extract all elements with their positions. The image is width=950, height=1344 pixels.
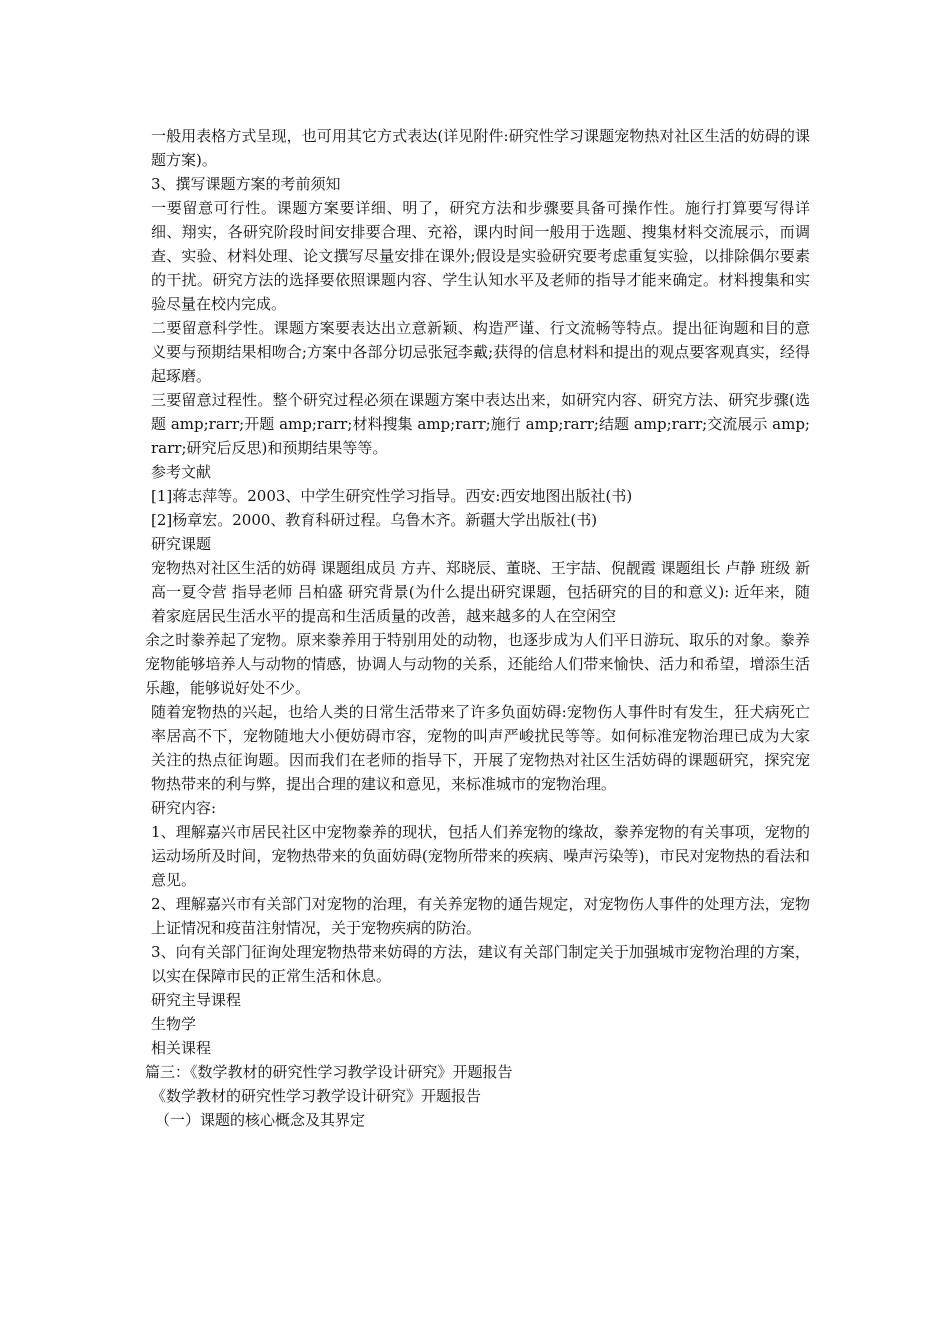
content-item-1: 1、理解嘉兴市居民社区中宠物豢养的现状，包括人们养宠物的缘故，豢养宠物的有关事项，宠物的运动场所及时间，宠物热带来的负面妨碍(宠物所带来的疾病、噪声污染等)，市民对宠物热的看法和意见。	[151, 823, 810, 889]
reference-1: [1]蒋志萍等。2003、中学生研究性学习指导。西安:西安地图出版社(书)	[151, 487, 633, 505]
report-title: 《数学教材的研究性学习教学设计研究》开题报告	[151, 1087, 482, 1105]
reference-2: [2]杨章宏。2000、教育科研过程。乌鲁木齐。新疆大学出版社(书)	[151, 511, 598, 529]
paragraph-process: 三要留意过程性。整个研究过程必须在课题方案中表达出来，如研究内容、研究方法、研究步骤(选题 amp;rarr;开题 amp;rarr;材料搜集 amp;rarr;施行 amp;rarr;结题 amp;rarr;交流展示 amp;rarr;研究后反思)和预期结果等等。	[151, 391, 810, 457]
main-course-value: 生物学	[151, 1015, 197, 1033]
heading-research-topic: 研究课题	[151, 535, 212, 553]
content-item-3: 3、向有关部门征询处理宠物热带来妨碍的方法，建议有关部门制定关于加强城市宠物治理的方案，以实在保障市民的正常生活和休息。	[151, 943, 810, 985]
heading-references: 参考文献	[151, 463, 212, 481]
heading-main-course: 研究主导课程	[151, 991, 242, 1009]
document-body	[145, 124, 810, 1132]
section-title-part-three: 篇三：《数学教材的研究性学习教学设计研究》开题报告	[145, 1063, 513, 1081]
paragraph-feasibility: 一要留意可行性。课题方案要详细、明了，研究方法和步骤要具备可操作性。施行打算要写得详细、翔实，各研究阶段时间安排要合理、充裕，课内时间一般用于选题、搜集材料交流展示，而调查、实验、材料处理、论文撰写尽量安排在课外;假设是实验研究要考虑重复实验，以排除偶尔要素的干扰。研究方法的选择要依照课题内容、学生认知水平及老师的指导才能来确定。材料搜集和实验尽量在校内完成。	[151, 199, 810, 313]
heading-related-courses: 相关课程	[151, 1039, 212, 1057]
paragraph-topic-details: 宠物热对社区生活的妨碍 课题组成员 方卉、郑晓辰、董晓、王宇喆、倪靓霞 课题组长 卢静 班级 新高一夏令营 指导老师 吕柏盛 研究背景(为什么提出研究课题，包括研究的目的和意义): 近年来，随着家庭居民生活水平的提高和生活质量的改善，越来越多的人在空闲空	[151, 559, 810, 625]
paragraph-intro: 一般用表格方式呈现，也可用其它方式表达(详见附件:研究性学习课题宠物热对社区生活的妨碍的课题方案)。	[151, 127, 810, 169]
heading-considerations: 3、撰写课题方案的考前须知	[151, 175, 341, 193]
heading-core-concepts: （一）课题的核心概念及其界定	[155, 1111, 366, 1129]
paragraph-background-continued: 余之时豢养起了宠物。原来豢养用于特别用处的动物，也逐步成为人们平日游玩、取乐的对象。豢养宠物能够培养人与动物的情感，协调人与动物的关系，还能给人们带来愉快、活力和希望，增添生活乐趣，能够说好处不少。	[145, 631, 810, 697]
paragraph-scientific: 二要留意科学性。课题方案要表达出立意新颖、构造严谨、行文流畅等特点。提出征询题和目的意义要与预期结果相吻合;方案中各部分切忌张冠李戴;获得的信息材料和提出的观点要客观真实，经得起琢磨。	[151, 319, 810, 385]
paragraph-negative-effects: 随着宠物热的兴起，也给人类的日常生活带来了许多负面妨碍:宠物伤人事件时有发生，狂犬病死亡率居高不下，宠物随地大小便妨碍市容，宠物的叫声严峻扰民等等。如何标准宠物治理已成为大家关注的热点征询题。因而我们在老师的指导下，开展了宠物热对社区生活妨碍的课题研究，探究宠物热带来的利与弊，提出合理的建议和意见，来标准城市的宠物治理。	[151, 703, 810, 793]
content-item-2: 2、理解嘉兴市有关部门对宠物的治理，有关养宠物的通告规定，对宠物伤人事件的处理方法，宠物上证情况和疫苗注射情况，关于宠物疾病的防治。	[151, 895, 810, 937]
heading-research-content: 研究内容:	[151, 799, 217, 817]
